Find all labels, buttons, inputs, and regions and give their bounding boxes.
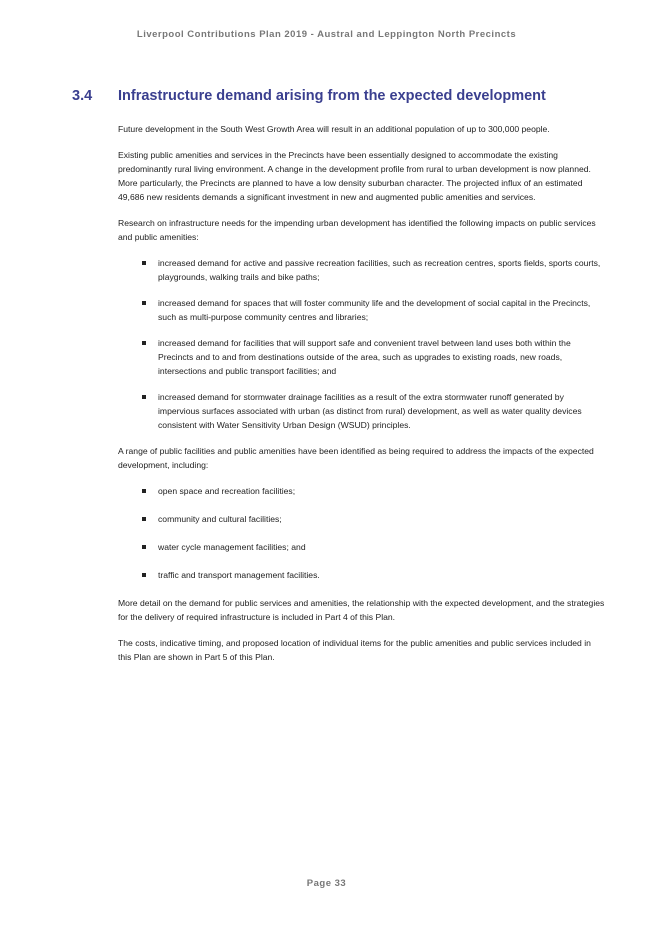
list-item-text: increased demand for stormwater drainage facilities as a result of the extra stormwater runoff generated by impervious surfaces associated with urban (as distinct from rural) development, as well as water quality devices consistent with Water Sensitivity Urban Design (WSUD) principles.: [158, 392, 582, 430]
list-item: [118, 540, 606, 554]
impacts-list: [118, 256, 606, 432]
square-bullet-icon: [142, 545, 146, 549]
list-item-text: open space and recreation facilities;: [158, 486, 296, 496]
paragraph: The costs, indicative timing, and proposed location of individual items for the public amenities and public services included in this Plan are shown in Part 5 of this Plan.: [118, 638, 591, 662]
list-item-text: water cycle management facilities; and: [158, 542, 306, 552]
square-bullet-icon: [142, 573, 146, 577]
paragraph: Future development in the South West Growth Area will result in an additional population of up to 300,000 people.: [118, 124, 550, 134]
list-item-text: community and cultural facilities;: [158, 514, 282, 524]
section-heading: [72, 88, 612, 104]
section-number: 3.4: [72, 88, 93, 104]
list-item-text: increased demand for active and passive recreation facilities, such as recreation centres, sports fields, sports courts, playgrounds, walking trails and bike paths;: [158, 258, 601, 282]
square-bullet-icon: [142, 395, 146, 399]
body-text: [118, 122, 606, 676]
list-item: [118, 336, 606, 378]
paragraph: Existing public amenities and services in the Precincts have been essentially designed to accommodate the existing predominantly rural living environment. A change in the development profile from rural to urban development is now planned. More particularly, the Precincts are planned to have a low density suburban character. The projected influx of an estimated 49,686 new residents demands a significant investment in new and augmented public amenities and services.: [118, 150, 591, 202]
facilities-list: [118, 484, 606, 582]
square-bullet-icon: [142, 261, 146, 265]
square-bullet-icon: [142, 301, 146, 305]
list-item: [118, 256, 606, 284]
square-bullet-icon: [142, 489, 146, 493]
paragraph: A range of public facilities and public amenities have been identified as being required to address the impacts of the expected development, including:: [118, 446, 594, 470]
list-item: [118, 484, 606, 498]
section-title: Infrastructure demand arising from the expected development: [118, 88, 546, 104]
list-item-text: traffic and transport management facilities.: [158, 570, 320, 580]
paragraph: Research on infrastructure needs for the impending urban development has identified the following impacts on public services and public amenities:: [118, 218, 596, 242]
list-item-text: increased demand for spaces that will foster community life and the development of social capital in the Precincts, such as multi-purpose community centres and libraries;: [158, 298, 591, 322]
list-item: [118, 512, 606, 526]
square-bullet-icon: [142, 517, 146, 521]
paragraph: More detail on the demand for public services and amenities, the relationship with the expected development, and the strategies for the delivery of required infrastructure is included in Part 4 of this Plan.: [118, 598, 605, 622]
running-header: Liverpool Contributions Plan 2019 - Austral and Leppington North Precincts: [136, 29, 517, 40]
square-bullet-icon: [142, 341, 146, 345]
list-item-text: increased demand for facilities that will support safe and convenient travel between land uses both within the Precincts and to and from destinations outside of the area, such as upgrades to existing roads, new roads, intersections and public transport facilities; and: [158, 338, 571, 376]
list-item: [118, 568, 606, 582]
list-item: [118, 390, 606, 432]
list-item: [118, 296, 606, 324]
page-number: Page 33: [306, 878, 347, 889]
